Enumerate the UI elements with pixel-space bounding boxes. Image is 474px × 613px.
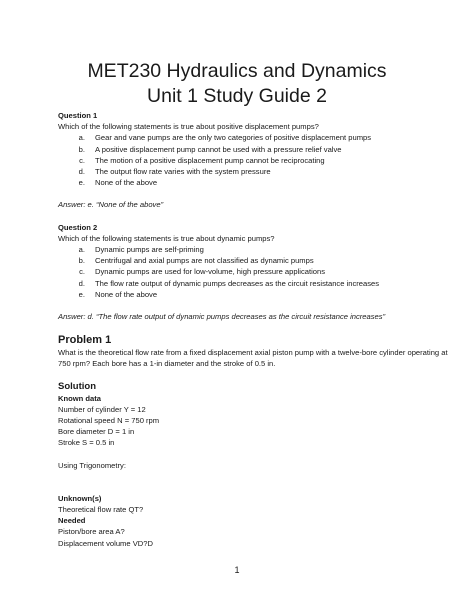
option-letter: b. [78,144,85,154]
option-text: Dynamic pumps are self-priming [95,245,204,255]
option-text: Gear and vane pumps are the only two categories of positive displacement pumps [95,133,372,143]
option-letter: d. [78,278,85,288]
document-body [58,110,450,549]
question-2-text: Which of the following statements is true about dynamic pumps? [58,233,275,243]
known-data-heading: Known data [58,393,102,403]
needed-item: Piston/bore area A? [58,527,125,537]
option-text: The flow rate output of dynamic pumps decreases as the circuit resistance increases [95,278,380,288]
list-item [58,255,450,266]
list-item [58,144,450,155]
option-letter: c. [79,267,85,277]
option-text: None of the above [95,289,158,299]
list-item [58,177,450,188]
question-2-heading: Question 2 [58,222,98,232]
question-1-answer: Answer: e. “None of the above” [58,200,164,210]
known-item: Number of cylinder Y = 12 [58,404,146,414]
option-letter: e. [78,178,85,188]
question-1 [58,110,450,211]
list-item [58,155,450,166]
question-1-options [58,132,450,188]
list-item [58,244,450,255]
option-letter: c. [79,155,85,165]
option-letter: e. [78,289,85,299]
list-item [58,289,450,300]
question-1-heading: Question 1 [58,111,98,120]
problem-1-heading: Problem 1 [58,334,112,347]
document-subtitle: Unit 1 Study Guide 2 [147,85,327,107]
option-text: The output flow rate varies with the system pressure [95,167,271,177]
option-letter: a. [78,133,85,143]
list-item [58,132,450,143]
option-letter: a. [78,245,85,255]
question-2 [58,222,450,323]
list-item [58,166,450,177]
page-number: 1 [234,565,240,575]
unknowns-heading: Unknown(s) [58,493,102,503]
known-item: Rotational speed N = 750 rpm [58,416,160,426]
option-text: A positive displacement pump cannot be used with a pressure relief valve [95,144,342,154]
known-item: Bore diameter D = 1 in [58,427,135,437]
problem-1-text: What is the theoretical flow rate from a fixed displacement axial piston pump with a twelve-bore cylinder operating at 750 rpm? Each bore has a 1-in diameter and the stroke of 0.5 in. [58,348,448,369]
option-letter: b. [78,256,85,266]
known-item: Stroke S = 0.5 in [58,438,115,448]
needed-item: Displacement volume VD?D [58,538,153,548]
problem-1 [58,333,450,549]
question-1-text: Which of the following statements is true about positive displacement pumps? [58,122,319,132]
question-2-options [58,244,450,300]
list-item [58,278,450,289]
needed-heading: Needed [58,516,86,526]
unknown-item: Theoretical flow rate QT? [58,505,144,515]
question-2-answer: Answer: d. “The flow rate output of dynamic pumps decreases as the circuit resistance increases” [58,312,386,322]
option-text: Centrifugal and axial pumps are not classified as dynamic pumps [95,256,314,266]
option-text: None of the above [95,178,158,188]
option-text: Dynamic pumps are used for low-volume, high pressure applications [95,267,326,277]
list-item [58,266,450,277]
trig-note: Using Trigonometry: [58,460,126,470]
option-letter: d. [78,167,85,177]
option-text: The motion of a positive displacement pump cannot be reciprocating [95,155,325,165]
document-title: MET230 Hydraulics and Dynamics [87,60,387,82]
solution-heading: Solution [58,380,96,392]
